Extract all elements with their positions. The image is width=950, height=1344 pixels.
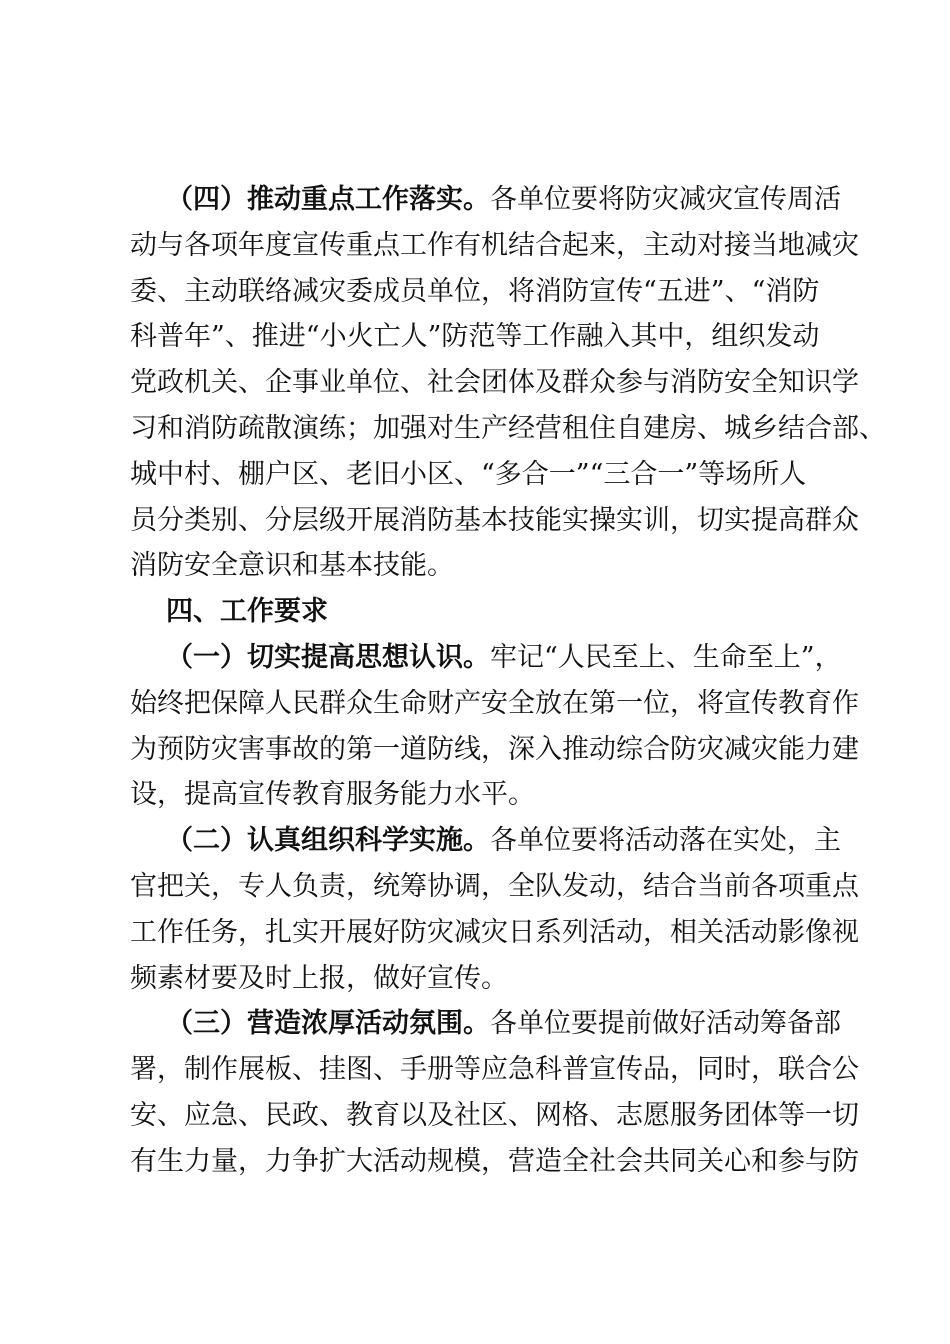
- paragraph-text: 动与各项年度宣传重点工作有机结合起来，主动对接当地减灾: [130, 229, 859, 261]
- paragraph-text: 安、应急、民政、教育以及社区、网格、志愿服务团体等一切: [130, 1099, 859, 1131]
- paragraph-text: 牢记“人民至上、生命至上”，: [490, 641, 842, 673]
- paragraph-line: [130, 543, 830, 589]
- paragraph-text: 城中村、棚户区、老旧小区、“多合一”“三合一”等场所人: [130, 458, 807, 490]
- paragraph-line: [130, 223, 859, 269]
- paragraph-line: [130, 452, 830, 498]
- paragraph-text: 频素材要及时上报，做好宣传。: [130, 962, 508, 994]
- paragraph-line: [130, 360, 859, 406]
- paragraph-lead-bold: （一）切实提高思想认识。: [166, 641, 490, 673]
- paragraph-line: [130, 269, 830, 315]
- paragraph-text: 各单位要将防灾减灾宣传周活: [490, 184, 841, 215]
- paragraph-line: [130, 1139, 859, 1185]
- paragraph-line: [130, 910, 859, 956]
- paragraph-text: 始终把保障人民群众生命财产安全放在第一位，将宣传教育作: [130, 687, 859, 719]
- paragraph-text: 各单位要将活动落在实处，主: [490, 825, 841, 857]
- paragraph-lead-bold: （三）营造浓厚活动氛围。: [166, 1008, 490, 1040]
- paragraph-line: [130, 1047, 859, 1093]
- paragraph-line: [130, 177, 841, 223]
- paragraph-text: 员分类别、分层级开展消防基本技能实操实训，切实提高群众: [130, 504, 859, 536]
- paragraph-text: 工作任务，扎实开展好防灾减灾日系列活动，相关活动影像视: [130, 916, 859, 948]
- paragraph-text: 官把关，专人负责，统筹协调，全队发动，结合当前各项重点: [130, 870, 859, 902]
- paragraph-lead-bold: （四）推动重点工作落实。: [166, 184, 490, 215]
- paragraph-text: 为预防灾害事故的第一道防线，深入推动综合防灾减灾能力建: [130, 733, 859, 765]
- paragraph-line: [130, 727, 859, 773]
- paragraph-line: [130, 818, 841, 864]
- paragraph-text: 有生力量，力争扩大活动规模，营造全社会共同关心和参与防: [130, 1145, 859, 1177]
- paragraph-line: [130, 406, 886, 452]
- paragraph-line: [130, 1093, 859, 1139]
- paragraph-text: 设，提高宣传教育服务能力水平。: [130, 779, 535, 811]
- heading-text: 四、工作要求: [166, 596, 328, 628]
- paragraph-line: [130, 498, 859, 544]
- paragraph-text: 习和消防疏散演练；加强对生产经营租住自建房、城乡结合部、: [130, 412, 886, 444]
- paragraph-line: [130, 772, 830, 818]
- paragraph-line: [130, 681, 859, 727]
- paragraph-text: 科普年”、推进“小火亡人”防范等工作融入其中，组织发动: [130, 321, 820, 353]
- paragraph-line: [130, 864, 859, 910]
- paragraph-line: [130, 1001, 841, 1047]
- section-heading: [130, 589, 830, 635]
- paragraph-text: 党政机关、企事业单位、社会团体及群众参与消防安全知识学: [130, 367, 859, 399]
- paragraph-line: [130, 956, 830, 1002]
- paragraph-text: 各单位要提前做好活动筹备部: [490, 1008, 841, 1040]
- paragraph-lead-bold: （二）认真组织科学实施。: [166, 825, 490, 857]
- paragraph-text: 消防安全意识和基本技能。: [130, 550, 454, 582]
- paragraph-text: 委、主动联络减灾委成员单位，将消防宣传“五进”、“消防: [130, 275, 820, 307]
- paragraph-line: [130, 635, 842, 681]
- paragraph-text: 署，制作展板、挂图、手册等应急科普宣传品，同时，联合公: [130, 1054, 859, 1086]
- document-body: [130, 177, 886, 1185]
- paragraph-line: [130, 314, 830, 360]
